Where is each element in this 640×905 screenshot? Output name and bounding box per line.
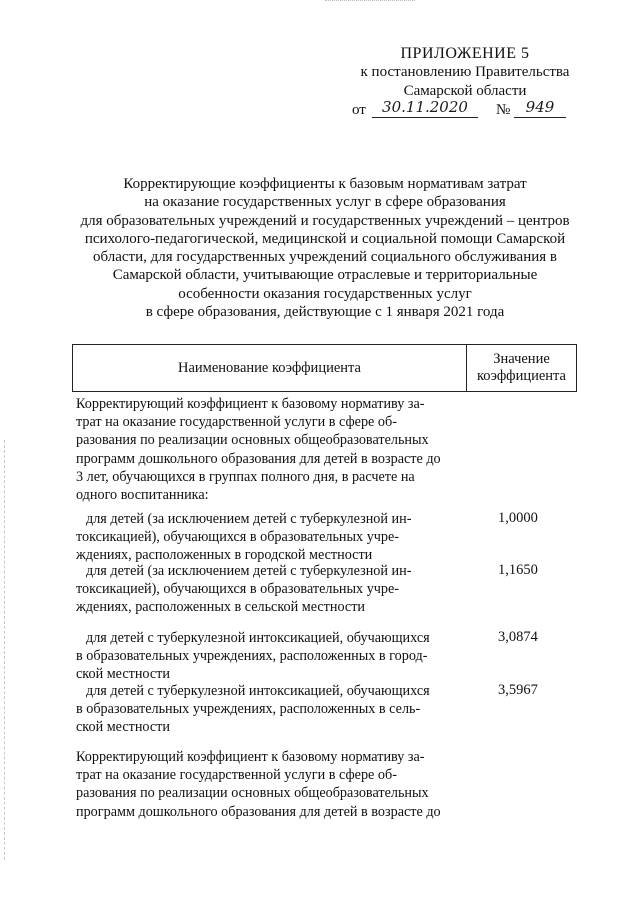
handwritten-date: 30.11.2020 xyxy=(372,98,478,118)
appendix-block xyxy=(350,44,580,123)
coefficient-value: 1,0000 xyxy=(498,510,538,526)
coefficient-row xyxy=(76,510,472,565)
text-line: трат на оказание государственной услуги в сфере об- xyxy=(76,767,397,784)
text-line: для детей с туберкулезной интоксикацией, обучающихся xyxy=(86,683,430,699)
section-1-text xyxy=(76,395,472,504)
text-line: ждениях, расположенных в городской местности xyxy=(76,547,373,564)
text-line: программ дошкольного образования для детей в возрасте до xyxy=(76,450,441,467)
text-line: токсикацией), обучающихся в образовательных учре- xyxy=(76,581,400,598)
col-name-header: Наименование коэффициента xyxy=(73,345,467,391)
col-value-header-line2: коэффициента xyxy=(476,368,566,384)
text-line: программ дошкольного образования для детей в возрасте до xyxy=(76,803,441,820)
col-value-header xyxy=(467,345,576,391)
heading-line: Самарской области, учитывающие отраслевые и территориальные xyxy=(112,267,538,284)
text-line: разования по реализации основных общеобразовательных xyxy=(76,785,429,802)
heading-line: особенности оказания государственных услуг xyxy=(178,285,472,302)
heading-line: психолого-педагогической, медицинской и социальной помощи Самарской xyxy=(84,230,566,247)
handwritten-number: 949 xyxy=(514,98,566,118)
text-line: Корректирующий коэффициент к базовому нормативу за- xyxy=(76,396,425,412)
coefficient-value: 1,1650 xyxy=(498,562,538,578)
text-line: Корректирующий коэффициент к базовому нормативу за- xyxy=(76,749,425,765)
number-label: № xyxy=(496,102,511,118)
coefficient-row xyxy=(76,629,472,684)
text-line: в образовательных учреждениях, расположенных в сель- xyxy=(76,701,421,718)
coefficient-value: 3,0874 xyxy=(498,629,538,645)
appendix-date-line xyxy=(350,98,580,123)
heading-line: на оказание государственных услуг в сфере образования xyxy=(144,194,506,211)
appendix-title: ПРИЛОЖЕНИЕ 5 xyxy=(400,45,530,62)
appendix-line2: Самарской области xyxy=(403,83,527,99)
heading-line: Корректирующие коэффициенты к базовым нормативам затрат xyxy=(123,176,527,192)
heading-line: области, для государственных учреждений социального обслуживания в xyxy=(93,249,557,266)
text-line: ской местности xyxy=(76,719,170,736)
heading-line: в сфере образования, действующие с 1 января 2021 года xyxy=(145,304,505,321)
text-line: ской местности xyxy=(76,666,170,683)
text-line: разования по реализации основных общеобразовательных xyxy=(76,432,429,449)
coefficient-row xyxy=(76,562,472,617)
section-2-text xyxy=(76,748,472,821)
appendix-line1: к постановлению Правительства xyxy=(360,64,570,80)
scan-edge xyxy=(4,440,6,860)
text-line: ждениях, расположенных в сельской местности xyxy=(76,599,366,616)
text-line: одного воспитанника: xyxy=(76,487,209,504)
col-value-header-line1: Значение xyxy=(493,351,550,367)
heading-line: для образовательных учреждений и государственных учреждений – центров xyxy=(80,212,570,229)
coefficient-value: 3,5967 xyxy=(498,682,538,698)
text-line: в образовательных учреждениях, расположенных в город- xyxy=(76,648,428,665)
text-line: для детей с туберкулезной интоксикацией, обучающихся xyxy=(86,630,430,646)
text-line: токсикацией), обучающихся в образовательных учре- xyxy=(76,529,400,546)
text-line: трат на оказание государственной услуги в сфере об- xyxy=(76,414,397,431)
text-line: для детей (за исключением детей с туберкулезной ин- xyxy=(86,563,412,579)
table-header xyxy=(72,344,577,392)
text-line: для детей (за исключением детей с туберкулезной ин- xyxy=(86,511,412,527)
text-line: 3 лет, обучающихся в группах полного дня, в расчете на xyxy=(76,468,415,485)
scan-mark xyxy=(325,0,415,7)
document-heading xyxy=(60,175,590,321)
coefficient-row xyxy=(76,682,472,737)
from-label: от xyxy=(352,102,366,118)
